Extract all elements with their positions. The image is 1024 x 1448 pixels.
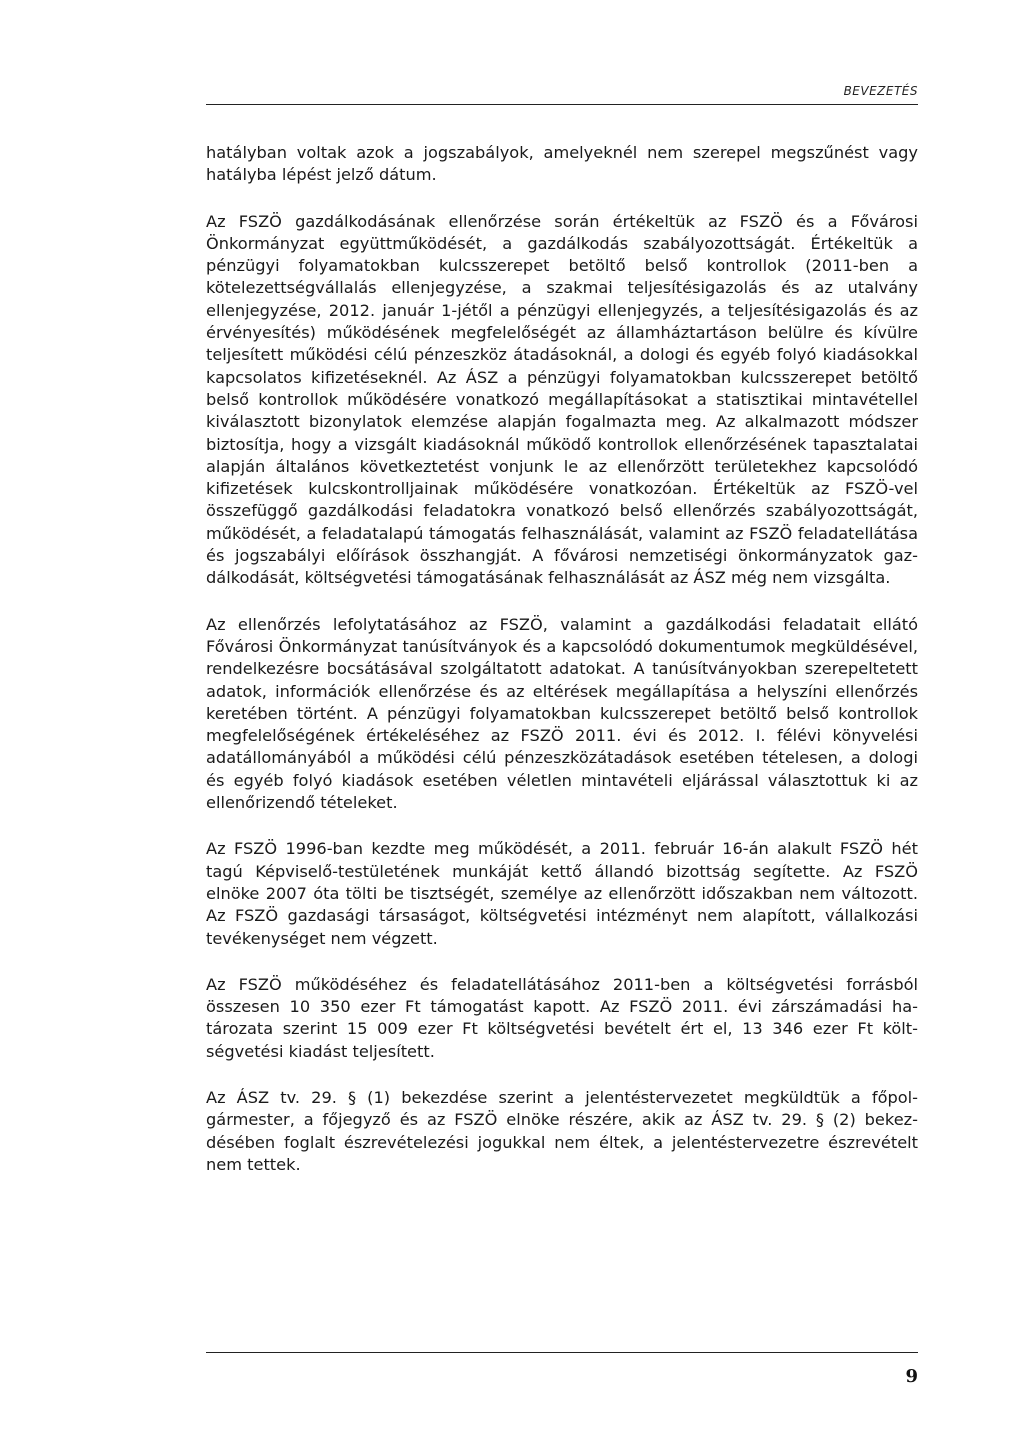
- paragraph-5: Az FSZÖ működéséhez és feladatellátásához 2011-ben a költségvetési forrásból összesen 10 350 ezer Ft támogatást kapott. Az FSZÖ 2011. évi zárszámadási határozata szerint 15 009 ezer Ft költségvetési bevételt ért el, 13 346 ezer Ft költségvetési kiadást teljesített.: [206, 974, 918, 1061]
- footer-rule: [206, 1352, 918, 1353]
- page-number: 9: [905, 1366, 918, 1387]
- running-header: BEVEZETÉS: [843, 84, 918, 98]
- paragraph-2: Az FSZÖ gazdálkodásának ellenőrzése során értékeltük az FSZÖ és a Fővárosi Önkormányzat együttműködését, a gazdálkodás szabályozottságát. Értékeltük a pénzügyi folyamatokban kulcsszerepet betöltő belső kontrollok (2011-ben a kötelezettségvállalás ellenjegyzése, a szakmai teljesítésigazolás és az utalvány ellenjegyzése, 2012. január 1-jétől a pénzügyi ellenjegyzés, a teljesítésigazolás és az érvényesítés) működésének megfelelőségét az államháztartáson belülre és kívülre teljesített működési célú pénzeszköz átadásoknál, a dologi és egyéb folyó kiadásokkal kapcsolatos kifizetéseknél. Az ÁSZ a pénzügyi folyamatokban kulcsszerepet betöltő belső kontrollok működésére vonatkozó megállapításokat a statisztikai mintavétellel kiválasztott bizonylatok elemzése alapján fogalmazta meg. Az alkalmazott módszer biztosítja, hogy a vizsgált kiadásoknál működő kontrollok ellenőrzésének tapasztalatai alapján általános következtetést vonjunk le az ellenőrzött területekhez kapcsolódó kifizetések kulcskontrollјainak működésére vonatkozóan. Értékeltük az FSZÖ-vel összefüggő gazdálkodási feladatokra vonatkozó belső ellenőrzés szabályozottságát, működését, a feladatalapú támogatás felhasználását, valamint az FSZÖ feladatellátása és jogszabályi előírások összhangját. A fővárosi nemzetiségi önkormányzatok gazdálkodását, költségvetési támogatásának felhasználását az ÁSZ még nem vizsgálta.: [206, 211, 918, 588]
- paragraph-1: hatályban voltak azok a jogszabályok, amelyeknél nem szerepel megszűnést vagy hatályba lépést jelző dátum.: [206, 143, 918, 185]
- document-body: [206, 142, 918, 1200]
- paragraph-6: Az ÁSZ tv. 29. § (1) bekezdése szerint a jelentéstervezetet megküldtük a főpolgármester, a főjegyző és az FSZÖ elnöke részére, akik az ÁSZ tv. 29. § (2) bekezdésében foglalt észrevételezési jogukkal nem éltek, a jelentéstervezetre észrevételt nem tettek.: [206, 1087, 918, 1174]
- paragraph-4: Az FSZÖ 1996-ban kezdte meg működését, a 2011. február 16-án alakult FSZÖ hét tagú Képviselő-testületének munkáját kettő állandó bizottság segítette. Az FSZÖ elnöke 2007 óta tölti be tisztségét, személye az ellenőrzött időszakban nem változott. Az FSZÖ gazdasági társaságot, költségvetési intézményt nem alapított, vállalkozási tevékenységet nem végzett.: [206, 839, 918, 948]
- header-rule: [206, 104, 918, 105]
- paragraph-3: Az ellenőrzés lefolytatásához az FSZÖ, valamint a gazdálkodási feladatait ellátó Fővárosi Önkormányzat tanúsítványok és a kapcsolódó dokumentumok megküldésével, rendelkezésre bocsátásával szolgáltatott adatokat. A tanúsítványokban szerepeltetett adatok, információk ellenőrzése és az eltérések megállapítása a helyszíni ellenőrzés keretében történt. A pénzügyi folyamatokban kulcsszerepet betöltő belső kontrollok megfelelőségének értékeléséhez az FSZÖ 2011. évi és 2012. I. félévi könyvelési adatállományából a működési célú pénzeszközátadások esetében tételesen, a dologi és egyéb folyó kiadások esetében véletlen mintavételi eljárással választottuk ki az ellenőrizendő tételeket.: [206, 614, 918, 813]
